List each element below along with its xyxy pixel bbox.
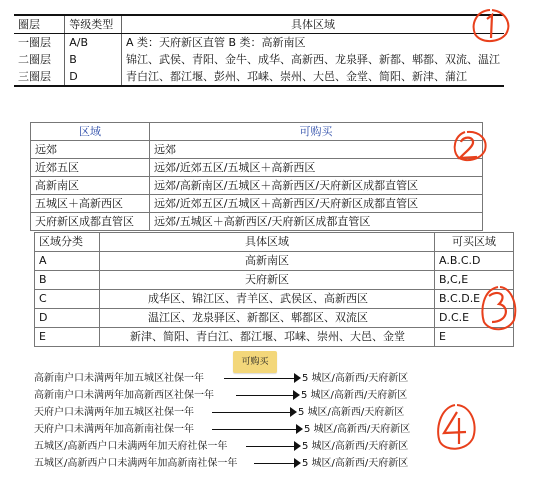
- tier-table: [14, 14, 504, 87]
- cell: 远郊/近郊五区/五城区＋高新西区/天府新区成都直管区: [150, 195, 483, 213]
- arrow-line: [224, 378, 294, 379]
- col-purchasable: 可购买: [150, 123, 483, 141]
- arrow-line: [236, 395, 293, 396]
- col-buyable: 可买区域: [435, 233, 514, 252]
- tier-table-header: [14, 15, 504, 34]
- category-table: [34, 232, 514, 347]
- cell: D: [35, 309, 100, 328]
- arrow-line: [254, 463, 294, 464]
- cell: B.C.D.E: [435, 290, 514, 309]
- arrow-target: 5 城区/高新西/天府新区: [298, 407, 405, 418]
- arrow-target: 5 城区/高新西/天府新区: [302, 458, 409, 469]
- list-item: [34, 421, 424, 438]
- list-item: [34, 404, 424, 421]
- cell: A.B.C.D: [435, 252, 514, 271]
- cell: 三圈层: [14, 68, 65, 86]
- cell: 新津、简阳、青白江、都江堰、邛崃、崇州、大邑、金堂: [100, 328, 435, 347]
- handwritten-number-2: [449, 128, 489, 164]
- cell: 远郊/近郊五区/五城区＋高新西区: [150, 159, 483, 177]
- arrow-source: 高新南户口未满两年加高新西区社保一年: [34, 390, 214, 401]
- table-row: [14, 51, 504, 68]
- arrow-target: 5 城区/高新西/天府新区: [302, 441, 409, 452]
- cell: A: [35, 252, 100, 271]
- cell: A/B: [65, 34, 122, 52]
- cell: C: [35, 290, 100, 309]
- list-item: [34, 455, 424, 472]
- cell: 五城区＋高新西区: [31, 195, 150, 213]
- arrow-right-icon: [293, 390, 300, 400]
- list-item: [34, 438, 424, 455]
- arrow-line: [246, 446, 294, 447]
- list-item: [34, 387, 424, 404]
- arrow-source: 五城区/高新西户口未满两年加高新南社保一年: [34, 458, 238, 469]
- table-row: [35, 252, 514, 271]
- col-category: 区域分类: [35, 233, 100, 252]
- arrow-target: 5 城区/高新西/天府新区: [304, 424, 411, 435]
- cell: E: [435, 328, 514, 347]
- cell: D: [65, 68, 122, 86]
- table-row: [14, 68, 504, 86]
- arrow-target: 5 城区/高新西/天府新区: [302, 373, 409, 384]
- cell: 高新南区: [31, 177, 150, 195]
- arrow-line: [212, 429, 296, 430]
- cell: D.C.E: [435, 309, 514, 328]
- cell: B: [65, 51, 122, 68]
- table-row: [35, 328, 514, 347]
- cell: B,C,E: [435, 271, 514, 290]
- arrow-source: 高新南户口未满两年加五城区社保一年: [34, 373, 204, 384]
- table-row: [35, 309, 514, 328]
- arrow-source: 天府户口未满两年加高新南社保一年: [34, 424, 194, 435]
- cell: 青白江、都江堰、彭州、邛崃、崇州、大邑、金堂、简阳、新津、蒲江: [122, 68, 505, 86]
- table-row: [31, 177, 483, 195]
- cell: 远郊: [31, 141, 150, 159]
- col-tier: 圈层: [14, 15, 65, 34]
- table-row: [35, 271, 514, 290]
- arrow-right-icon: [294, 373, 301, 383]
- arrow-right-icon: [290, 407, 297, 417]
- arrow-source: 五城区/高新西户口未满两年加天府社保一年: [34, 441, 228, 452]
- cell: 温江区、龙泉驿区、新都区、郫都区、双流区: [100, 309, 435, 328]
- cell: 高新南区: [100, 252, 435, 271]
- handwritten-number-4: [433, 400, 479, 454]
- col-area: 具体区域: [122, 15, 505, 34]
- cell: 二圈层: [18, 53, 51, 66]
- arrow-target: 5 城区/高新西/天府新区: [301, 390, 408, 401]
- cell: E: [35, 328, 100, 347]
- cell: 远郊/五城区＋高新西区/天府新区成都直管区: [150, 213, 483, 231]
- table-row: [35, 290, 514, 309]
- table-row: [31, 141, 483, 159]
- handwritten-number-1: [468, 6, 512, 46]
- purchase-table-header: [31, 123, 483, 141]
- arrow-line: [212, 412, 290, 413]
- arrow-right-icon: [294, 458, 301, 468]
- cell: 远郊: [150, 141, 483, 159]
- cell: B: [35, 271, 100, 290]
- sticky-note: 可购买: [233, 351, 277, 373]
- table-row: [31, 213, 483, 231]
- cell: 成华区、锦江区、青羊区、武侯区、高新西区: [100, 290, 435, 309]
- arrow-right-icon: [296, 424, 303, 434]
- cell: A 类：天府新区直管 B 类：高新南区: [122, 34, 505, 52]
- arrow-source: 天府户口未满两年加五城区社保一年: [34, 407, 194, 418]
- col-specific-area: 具体区域: [100, 233, 435, 252]
- cell: 天府新区: [100, 271, 435, 290]
- cell: 远郊/高新南区/五城区＋高新西区/天府新区成都直管区: [150, 177, 483, 195]
- cell: 一圈层: [18, 36, 51, 49]
- table-row: [14, 34, 504, 52]
- cell: 锦江、武侯、青阳、金牛、成华、高新西、龙泉驿、新都、郫都、双流、温江: [122, 51, 505, 68]
- list-item: [34, 370, 424, 387]
- purchase-table: [30, 122, 483, 231]
- cell: 天府新区成都直管区: [31, 213, 150, 231]
- arrow-right-icon: [294, 441, 301, 451]
- cell: 近郊五区: [31, 159, 150, 177]
- table-row: [31, 159, 483, 177]
- handwritten-number-3: [478, 282, 518, 334]
- col-region: 区域: [31, 123, 150, 141]
- table-row: [31, 195, 483, 213]
- col-level: 等级类型: [65, 15, 122, 34]
- category-table-header: [35, 233, 514, 252]
